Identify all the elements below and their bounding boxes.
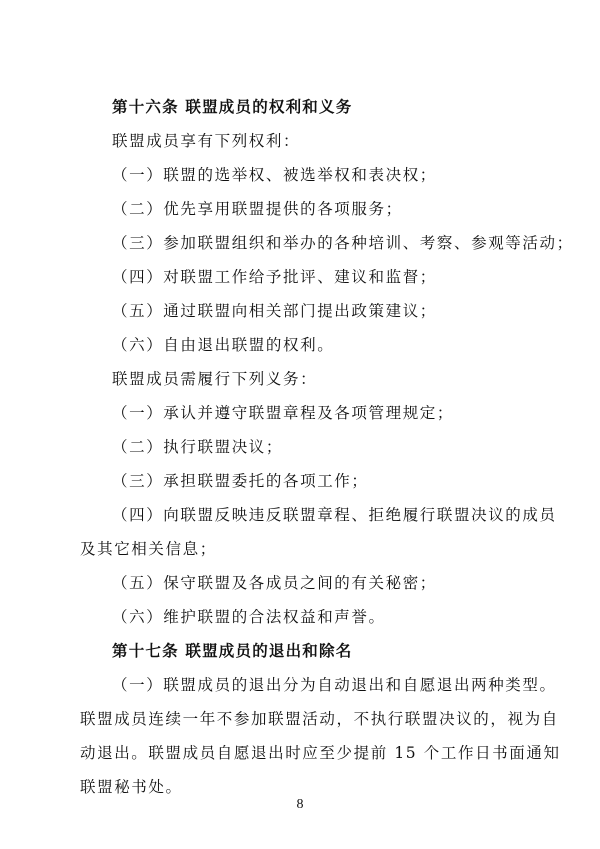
article-17-paragraph-line: （一）联盟成员的退出分为自动退出和自愿退出两种类型。 xyxy=(112,676,557,694)
article-17-paragraph-line: 联盟秘书处。 xyxy=(80,778,183,796)
rights-item: （六）自由退出联盟的权利。 xyxy=(112,336,335,354)
duties-item: （三）承担联盟委托的各项工作； xyxy=(112,472,369,490)
duties-intro: 联盟成员需履行下列义务： xyxy=(112,370,318,388)
rights-item: （四）对联盟工作给予批评、建议和监督； xyxy=(112,268,437,286)
duties-item: （四）向联盟反映违反联盟章程、拒绝履行联盟决议的成员 xyxy=(112,506,557,524)
article-16-heading: 第十六条 联盟成员的权利和义务 xyxy=(112,98,353,116)
duties-item: （二）执行联盟决议； xyxy=(112,438,284,456)
article-17-paragraph-line: 联盟成员连续一年不参加联盟活动，不执行联盟决议的，视为自 xyxy=(80,710,559,728)
duties-item-continuation: 及其它相关信息； xyxy=(80,540,217,558)
rights-item: （二）优先享用联盟提供的各项服务； xyxy=(112,200,403,218)
duties-item: （六）维护联盟的合法权益和声誉。 xyxy=(112,608,386,626)
rights-item: （五）通过联盟向相关部门提出政策建议； xyxy=(112,302,437,320)
rights-intro: 联盟成员享有下列权利： xyxy=(112,132,301,150)
rights-item: （一）联盟的选举权、被选举权和表决权； xyxy=(112,166,437,184)
page-number: 8 xyxy=(296,797,304,812)
article-17-paragraph-line: 动退出。联盟成员自愿退出时应至少提前 15 个工作日书面通知 xyxy=(80,744,561,762)
article-17-heading: 第十七条 联盟成员的退出和除名 xyxy=(112,642,353,660)
duties-item: （一）承认并遵守联盟章程及各项管理规定； xyxy=(112,404,455,422)
duties-item: （五）保守联盟及各成员之间的有关秘密； xyxy=(112,574,437,592)
rights-item: （三）参加联盟组织和举办的各种培训、考察、参观等活动； xyxy=(112,234,574,252)
